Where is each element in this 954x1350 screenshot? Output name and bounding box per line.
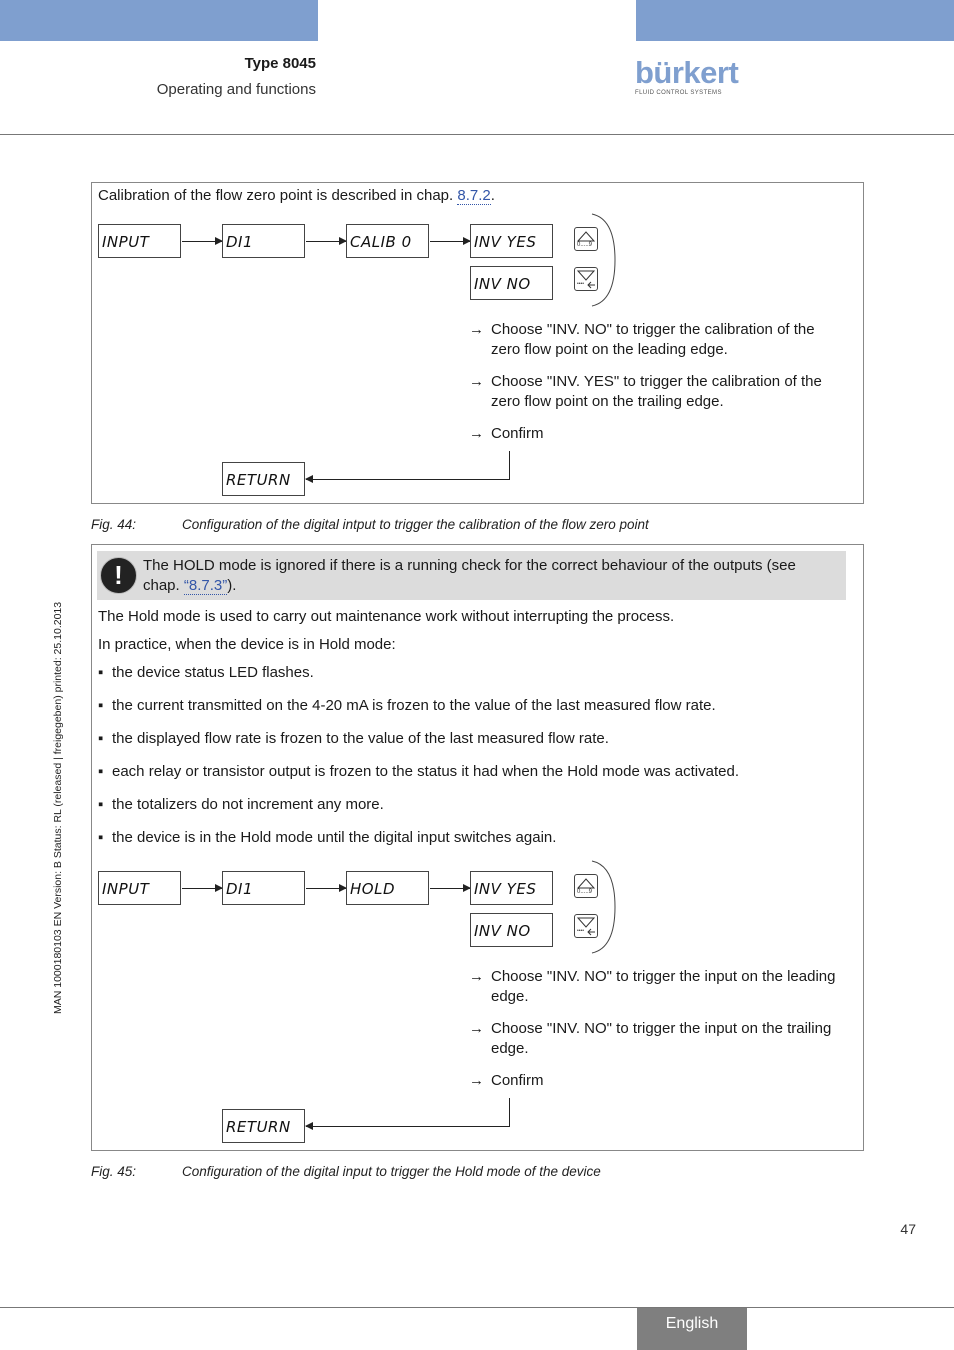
step-inv-no: → Choose "INV. NO" to trigger the calibration of the zero flow point on the leading edge. xyxy=(469,321,815,358)
page-number: 47 xyxy=(900,1221,916,1237)
hold-warning-note xyxy=(97,551,846,600)
step-confirm: → Confirm xyxy=(469,425,544,442)
return-arrow xyxy=(306,479,510,480)
logo-word: bürkert xyxy=(635,55,739,90)
document-metadata-vertical: MAN 1000180103 EN Version: B Status: RL (released | freigegeben) printed: 25.10.2013 xyxy=(52,601,64,1014)
bullet-item: ▪ each relay or transistor output is frozen to the status it had when the Hold mode was activated. xyxy=(98,763,740,780)
lcd-input: INPUT xyxy=(98,224,181,258)
bullet-item: ▪ the totalizers do not increment any more. xyxy=(98,796,384,813)
header-bar-left xyxy=(0,0,318,41)
figure-44-number: Fig. 44: xyxy=(91,517,137,532)
calibration-intro: Calibration of the flow zero point is described in chap. 8.7.2. xyxy=(98,187,495,204)
figure-44-box xyxy=(91,182,864,504)
flow-arrow xyxy=(306,241,346,242)
lcd-return: RETURN xyxy=(222,1109,305,1143)
keypad-updown xyxy=(570,213,616,307)
figure-45-box xyxy=(91,544,864,1151)
lcd-inv-no: INV NO xyxy=(470,913,553,947)
up-key-icon: 0.....9 xyxy=(574,227,598,251)
lcd-di1: DI1 xyxy=(222,224,305,258)
bullet-item: ▪ the current transmitted on the 4-20 mA is frozen to the value of the last measured flow rate. xyxy=(98,697,716,714)
warning-icon: ! xyxy=(100,557,137,594)
up-key-icon: 0.....9 xyxy=(574,874,598,898)
header-bar-right xyxy=(636,0,954,41)
bullet-item: ▪ the device status LED flashes. xyxy=(98,664,314,681)
step-inv-yes: → Choose "INV. YES" to trigger the calibration of the zero flow point on the trailing edge. xyxy=(469,373,822,410)
return-line xyxy=(509,451,510,479)
flow-arrow xyxy=(430,241,470,242)
note-line-1: The HOLD mode is ignored if there is a running check for the correct behaviour of the outputs (see xyxy=(143,557,796,574)
language-tab: English xyxy=(637,1308,747,1350)
down-key-icon: •••• xyxy=(574,267,598,291)
return-line xyxy=(509,1098,510,1126)
lcd-inv-yes: INV YES xyxy=(470,871,553,905)
step-leading-edge: → Choose "INV. NO" to trigger the input on the leading edge. xyxy=(469,968,836,1005)
bullet-item: ▪ the displayed flow rate is frozen to the value of the last measured flow rate. xyxy=(98,730,609,747)
lcd-return: RETURN xyxy=(222,462,305,496)
bullet-item: ▪ the device is in the Hold mode until the digital input switches again. xyxy=(98,829,557,846)
step-trailing-edge: → Choose "INV. NO" to trigger the input on the trailing edge. xyxy=(469,1020,832,1057)
hold-para-1: The Hold mode is used to carry out maintenance work without interrupting the process. xyxy=(98,608,675,625)
lcd-di1: DI1 xyxy=(222,871,305,905)
figure-44-caption: Configuration of the digital intput to trigger the calibration of the flow zero point xyxy=(182,517,649,532)
header-divider xyxy=(0,134,954,135)
lcd-calib-0: CALIB 0 xyxy=(346,224,429,258)
lcd-inv-yes: INV YES xyxy=(470,224,553,258)
logo-tagline: FLUID CONTROL SYSTEMS xyxy=(635,90,722,96)
return-arrow xyxy=(306,1126,510,1127)
lcd-hold: HOLD xyxy=(346,871,429,905)
step-confirm: → Confirm xyxy=(469,1072,544,1089)
flow-arrow xyxy=(430,888,470,889)
hold-para-2: In practice, when the device is in Hold mode: xyxy=(98,636,396,653)
burkert-logo xyxy=(635,55,739,96)
flow-arrow xyxy=(182,241,222,242)
chapter-link-8-7-3[interactable]: “8.7.3” xyxy=(183,577,228,594)
chapter-link-8-7-2[interactable]: 8.7.2 xyxy=(457,187,491,204)
note-line-2: chap. “8.7.3”). xyxy=(143,577,237,594)
flow-arrow xyxy=(182,888,222,889)
document-type: Type 8045 xyxy=(244,55,316,72)
figure-45-number: Fig. 45: xyxy=(91,1164,137,1179)
down-key-icon: •••• xyxy=(574,914,598,938)
section-title: Operating and functions xyxy=(156,81,316,98)
lcd-inv-no: INV NO xyxy=(470,266,553,300)
figure-45-caption: Configuration of the digital input to trigger the Hold mode of the device xyxy=(182,1164,601,1179)
footer-divider xyxy=(0,1307,954,1308)
flow-arrow xyxy=(306,888,346,889)
lcd-input: INPUT xyxy=(98,871,181,905)
keypad-updown xyxy=(570,860,616,954)
